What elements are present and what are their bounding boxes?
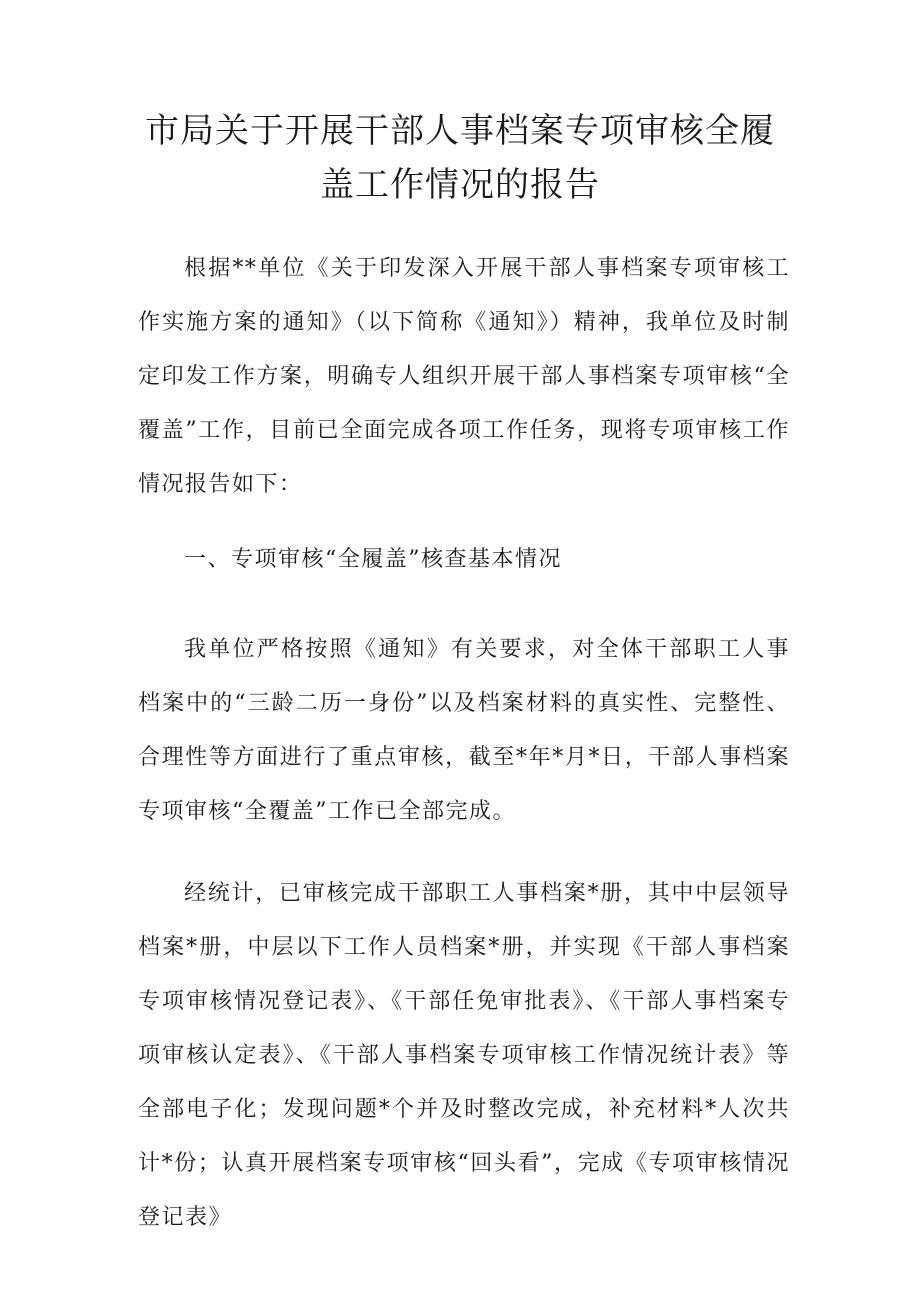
- document-title: [130, 104, 790, 212]
- paragraph-statistics: 经统计，已审核完成干部职工人事档案*册，其中中层领导档案*册，中层以下工作人员档案*册，并实现《干部人事档案专项审核情况登记表》、《干部任免审批表》、《干部人事档案专项审核认定表》、《干部人事档案专项审核工作情况统计表》等全部电子化；发现问题*个并及时整改完成，补充材料*人次共计*份；认真开展档案专项审核“回头看”，完成《专项审核情况登记表》: [138, 881, 790, 1230]
- section-heading-1: 一、专项审核“全履盖”核查基本情况: [184, 547, 562, 572]
- title-line-2: 盖工作情况的报告: [320, 165, 600, 205]
- title-line-1: 市局关于开展干部人事档案专项审核全履: [145, 111, 775, 151]
- paragraph-intro: 根据**单位《关于印发深入开展干部人事档案专项审核工作实施方案的通知》（以下简称《通知》）精神，我单位及时制定印发工作方案，明确专人组织开展干部人事档案专项审核“全覆盖”工作，目前已全面完成各项工作任务，现将专项审核工作情况报告如下：: [138, 256, 790, 497]
- paragraph-audit-scope: 我单位严格按照《通知》有关要求，对全体干部职工人事档案中的“三龄二历一身份”以及档案材料的真实性、完整性、合理性等方面进行了重点审核，截至*年*月*日，干部人事档案专项审核“全覆盖”工作已全部完成。: [138, 637, 790, 824]
